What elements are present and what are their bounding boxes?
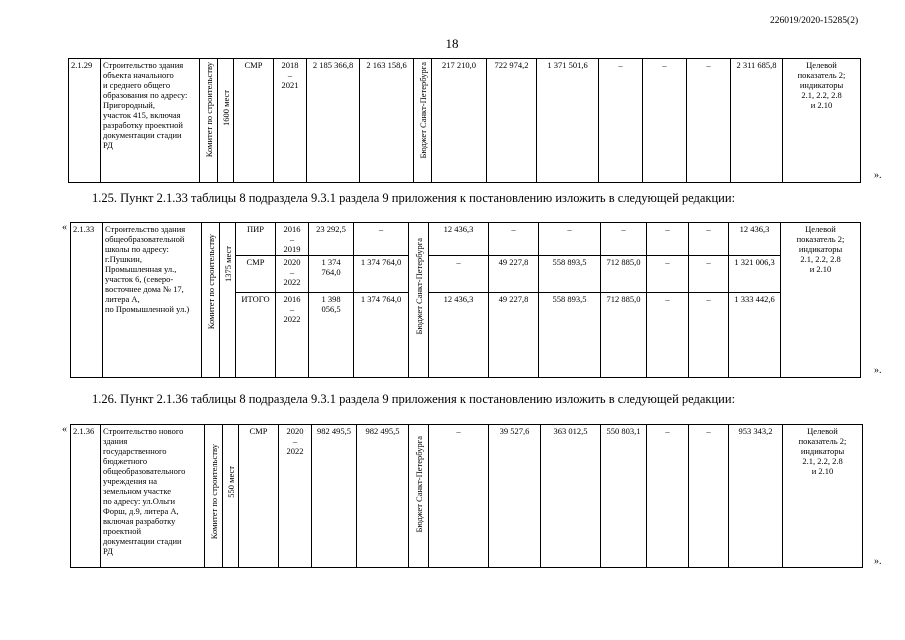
document-number: 226019/2020-15285(2) — [770, 16, 859, 26]
year-value: 12 436,3 — [429, 223, 489, 256]
year-value: 712 885,0 — [601, 293, 647, 378]
sum-value: 1 333 442,6 — [729, 293, 781, 378]
total-cost: 982 495,5 — [312, 425, 357, 568]
year-value: – — [689, 425, 729, 568]
year-value: 39 527,6 — [489, 425, 541, 568]
table-item-2-1-29 — [68, 58, 861, 183]
row-number: 2.1.36 — [71, 425, 101, 568]
year-value: 712 885,0 — [601, 256, 647, 293]
total-cost: 2 185 366,8 — [307, 59, 360, 183]
target-indicator: Целевой показатель 2; индикаторы 2.1, 2.2, 2.8 и 2.10 — [781, 223, 861, 378]
year-value: 558 893,5 — [539, 256, 601, 293]
year-value: – — [489, 223, 539, 256]
period: 2020 – 2022 — [276, 256, 309, 293]
year-value: 217 210,0 — [432, 59, 487, 183]
year-value: – — [647, 223, 689, 256]
target-indicator: Целевой показатель 2; индикаторы 2.1, 2.2, 2.8 и 2.10 — [783, 425, 863, 568]
customer-label: Комитет по строительству — [203, 62, 214, 158]
open-quote: « — [62, 424, 67, 435]
remaining-cost: 1 374 764,0 — [354, 293, 409, 378]
budget-label: Бюджет Санкт-Петербурга — [417, 62, 428, 159]
year-value: – — [539, 223, 601, 256]
budget-label: Бюджет Санкт-Петербурга — [413, 238, 424, 335]
year-value: – — [429, 256, 489, 293]
customer-label: Комитет по строительству — [208, 444, 219, 540]
year-value: – — [689, 256, 729, 293]
remaining-cost: – — [354, 223, 409, 256]
year-value: 49 227,8 — [489, 293, 539, 378]
capacity-label: 550 мест — [225, 466, 236, 498]
paragraph-1-25: 1.25. Пункт 2.1.33 таблицы 8 подраздела 9.3.1 раздела 9 приложения к постановлению изложить в следующей редакции: — [92, 191, 736, 205]
close-quote: ». — [874, 365, 882, 376]
object-name: Строительство здания общеобразовательной школы по адресу: г.Пушкин, Промышленная ул., участок 6, (северо- восточнее дома № 17, литера А, по Промышленной ул.) — [103, 223, 202, 378]
year-value: 1 371 501,6 — [537, 59, 599, 183]
stage: ПИР — [236, 223, 276, 256]
object-name: Строительство нового здания государственного бюджетного общеобразовательного учреждения на земельном участке по адресу: ул.Ольги Форш, д.9, литера А, включая разработку проектной документации стадии РД — [101, 425, 205, 568]
year-value: 558 893,5 — [539, 293, 601, 378]
year-value: 722 974,2 — [487, 59, 537, 183]
year-value: – — [643, 59, 687, 183]
year-value: 49 227,8 — [489, 256, 539, 293]
remaining-cost: 2 163 158,6 — [360, 59, 414, 183]
sum-value: 12 436,3 — [729, 223, 781, 256]
budget-label: Бюджет Санкт-Петербурга — [413, 436, 424, 533]
year-value: 12 436,3 — [429, 293, 489, 378]
customer-label: Комитет по строительству — [205, 234, 216, 330]
open-quote: « — [62, 222, 67, 233]
paragraph-1-26: 1.26. Пункт 2.1.36 таблицы 8 подраздела 9.3.1 раздела 9 приложения к постановлению изложить в следующей редакции: — [92, 392, 736, 406]
year-value: 550 803,1 — [601, 425, 647, 568]
table-item-2-1-36 — [70, 424, 863, 568]
close-quote: ». — [874, 170, 882, 181]
capacity-label: 1375 мест — [222, 246, 233, 282]
year-value: – — [647, 256, 689, 293]
capacity-label: 1600 мест — [220, 90, 231, 126]
object-name: Строительство здания объекта начального и среднего общего образования по адресу: Пригородный, участок 415, включая разработку проектной документации стадии РД — [101, 59, 200, 183]
sum-value: 1 321 006,3 — [729, 256, 781, 293]
year-value: – — [687, 59, 731, 183]
stage: ИТОГО — [236, 293, 276, 378]
row-number: 2.1.29 — [69, 59, 101, 183]
year-value: – — [689, 293, 729, 378]
stage: СМР — [239, 425, 279, 568]
period: 2016 – 2022 — [276, 293, 309, 378]
remaining-cost: 982 495,5 — [357, 425, 409, 568]
period: 2016 – 2019 — [276, 223, 309, 256]
year-value: 363 012,5 — [541, 425, 601, 568]
row-number: 2.1.33 — [71, 223, 103, 378]
total-cost: 23 292,5 — [309, 223, 354, 256]
total-cost: 1 398 056,5 — [309, 293, 354, 378]
year-value: – — [429, 425, 489, 568]
close-quote: ». — [874, 556, 882, 567]
total-cost: 1 374 764,0 — [309, 256, 354, 293]
year-value: – — [599, 59, 643, 183]
period: 2018 – 2021 — [274, 59, 307, 183]
stage: СМР — [234, 59, 274, 183]
target-indicator: Целевой показатель 2; индикаторы 2.1, 2.2, 2.8 и 2.10 — [783, 59, 861, 183]
sum-value: 953 343,2 — [729, 425, 783, 568]
period: 2020 – 2022 — [279, 425, 312, 568]
year-value: – — [689, 223, 729, 256]
stage: СМР — [236, 256, 276, 293]
year-value: – — [647, 425, 689, 568]
page-number: 18 — [445, 36, 459, 51]
year-value: – — [647, 293, 689, 378]
year-value: – — [601, 223, 647, 256]
remaining-cost: 1 374 764,0 — [354, 256, 409, 293]
table-item-2-1-33 — [70, 222, 861, 378]
sum-value: 2 311 685,8 — [731, 59, 783, 183]
